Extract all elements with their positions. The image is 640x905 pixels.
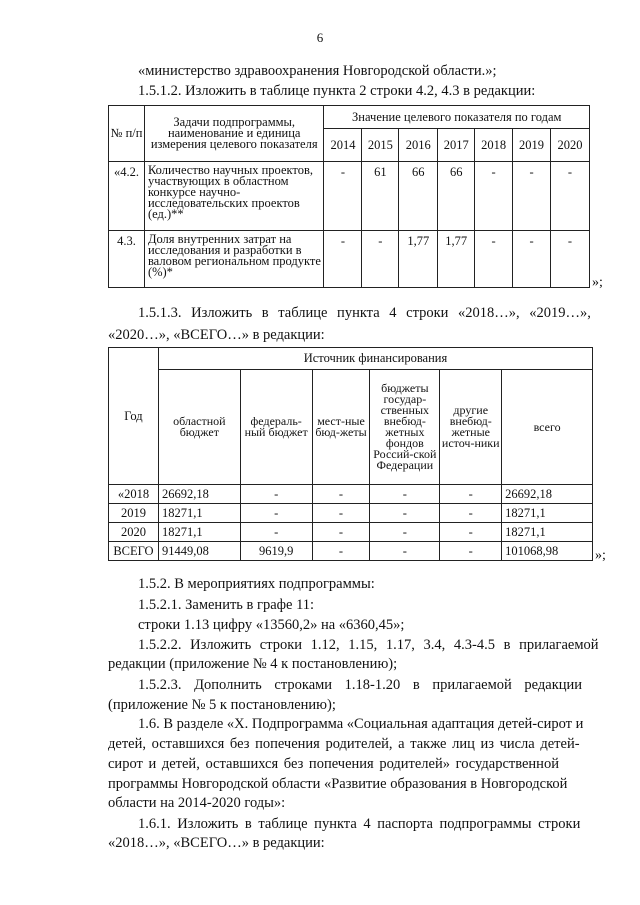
amount-cell: 9619,9	[240, 542, 312, 561]
amount-cell: -	[440, 523, 502, 542]
source-column-header: федераль-ный бюджет	[240, 370, 312, 485]
source-column-header: другие внебюд-жетные источ-ники	[440, 370, 502, 485]
header-year: Год	[109, 348, 159, 485]
amount-cell: 26692,18	[502, 485, 593, 504]
text-line: сирот и детей, оставшихся без попечения родителей» государственной	[108, 756, 559, 772]
indicator-value: -	[513, 231, 551, 288]
text-line: «2020…», «ВСЕГО…» в редакции:	[108, 327, 325, 343]
header-task: Задачи подпрограммы, наименование и единица измерения целевого показателя	[144, 106, 324, 162]
year-cell: 2019	[109, 504, 159, 523]
amount-cell: -	[312, 485, 370, 504]
amount-cell: -	[370, 542, 440, 561]
amount-cell: 18271,1	[158, 523, 240, 542]
amount-cell: -	[240, 523, 312, 542]
text-line: программы Новгородской области «Развитие образования в Новгородской	[108, 776, 568, 792]
amount-cell: -	[312, 523, 370, 542]
source-column-header: областной бюджет	[158, 370, 240, 485]
text-line: редакции (приложение № 4 к постановлению);	[108, 656, 398, 672]
table2-closing-quote: »;	[595, 548, 606, 563]
indicator-value: -	[324, 162, 362, 231]
amount-cell: -	[370, 523, 440, 542]
amount-cell: -	[440, 485, 502, 504]
indicator-value: 1,77	[399, 231, 438, 288]
header-source: Источник финансирования	[158, 348, 592, 370]
indicator-value: -	[475, 162, 513, 231]
year-header: 2020	[551, 129, 590, 162]
year-cell: 2020	[109, 523, 159, 542]
table-row	[109, 504, 593, 523]
amount-cell: -	[370, 504, 440, 523]
financing-table	[108, 347, 593, 561]
amount-cell: -	[440, 504, 502, 523]
text-line: детей, оставшихся без попечения родителей, а также лиц из числа детей-	[108, 736, 580, 752]
row-number: 4.3.	[109, 231, 145, 288]
target-indicators-table	[108, 105, 590, 288]
text-line: 1.6.1. Изложить в таблице пункта 4 паспорта подпрограммы строки	[138, 816, 581, 832]
page-number: 6	[316, 30, 324, 45]
indicator-value: -	[551, 162, 590, 231]
indicator-value: -	[324, 231, 362, 288]
amount-cell: 26692,18	[158, 485, 240, 504]
amount-cell: -	[370, 485, 440, 504]
amount-cell: -	[312, 504, 370, 523]
amount-cell: -	[440, 542, 502, 561]
text-line: 1.5.2.3. Дополнить строками 1.18-1.20 в прилагаемой редакции	[138, 677, 583, 693]
indicator-value: 66	[438, 162, 475, 231]
year-header: 2017	[438, 129, 475, 162]
indicator-value: 66	[399, 162, 438, 231]
year-cell: «2018	[109, 485, 159, 504]
text-line: 1.5.2.2. Изложить строки 1.12, 1.15, 1.17, 3.4, 4.3-4.5 в прилагаемой	[138, 637, 599, 653]
table-row	[109, 542, 593, 561]
table-row	[109, 485, 593, 504]
text-line: «министерство здравоохранения Новгородской области.»;	[138, 63, 497, 79]
indicator-name: Доля внутренних затрат на исследования и разработки в валовом региональном продукте (%)*	[144, 231, 324, 288]
amount-cell: 18271,1	[502, 523, 593, 542]
text-line: 1.5.1.3. Изложить в таблице пункта 4 строки «2018…», «2019…»,	[138, 305, 591, 321]
source-column-header: мест-ные бюд-жеты	[312, 370, 370, 485]
indicator-value: -	[475, 231, 513, 288]
indicator-value: -	[513, 162, 551, 231]
indicator-value: 61	[362, 162, 399, 231]
text-line: строки 1.13 цифру «13560,2» на «6360,45»;	[138, 617, 405, 633]
source-column-header: всего	[502, 370, 593, 485]
text-line: 1.5.2.1. Заменить в графе 11:	[138, 597, 315, 613]
header-num: № п/п	[109, 106, 145, 162]
amount-cell: 18271,1	[502, 504, 593, 523]
amount-cell: -	[312, 542, 370, 561]
table1-closing-quote: »;	[592, 275, 603, 290]
amount-cell: -	[240, 485, 312, 504]
year-header: 2019	[513, 129, 551, 162]
text-line: 1.5.2. В мероприятиях подпрограммы:	[138, 576, 375, 592]
table-row	[109, 523, 593, 542]
text-line: «2018…», «ВСЕГО…» в редакции:	[108, 835, 325, 851]
amount-cell: 101068,98	[502, 542, 593, 561]
year-header: 2014	[324, 129, 362, 162]
amount-cell: 91449,08	[158, 542, 240, 561]
text-line: 1.5.1.2. Изложить в таблице пункта 2 строки 4.2, 4.3 в редакции:	[138, 83, 536, 99]
text-line: 1.6. В разделе «X. Подпрограмма «Социальная адаптация детей-сирот и	[138, 716, 584, 732]
indicator-value: -	[362, 231, 399, 288]
year-cell: ВСЕГО	[109, 542, 159, 561]
row-number: «4.2.	[109, 162, 145, 231]
indicator-name: Количество научных проектов, участвующих в областном конкурсе научно-исследовательских проектов (ед.)**	[144, 162, 324, 231]
source-column-header: бюджеты государ-ственных внебюд-жетных фондов Россий-ской Федерации	[370, 370, 440, 485]
amount-cell: -	[240, 504, 312, 523]
amount-cell: 18271,1	[158, 504, 240, 523]
header-value-by-years: Значение целевого показателя по годам	[324, 106, 590, 129]
indicator-value: -	[551, 231, 590, 288]
text-line: области на 2014-2020 годы»:	[108, 795, 286, 811]
year-header: 2018	[475, 129, 513, 162]
year-header: 2015	[362, 129, 399, 162]
text-line: (приложение № 5 к постановлению);	[108, 697, 336, 713]
indicator-value: 1,77	[438, 231, 475, 288]
year-header: 2016	[399, 129, 438, 162]
